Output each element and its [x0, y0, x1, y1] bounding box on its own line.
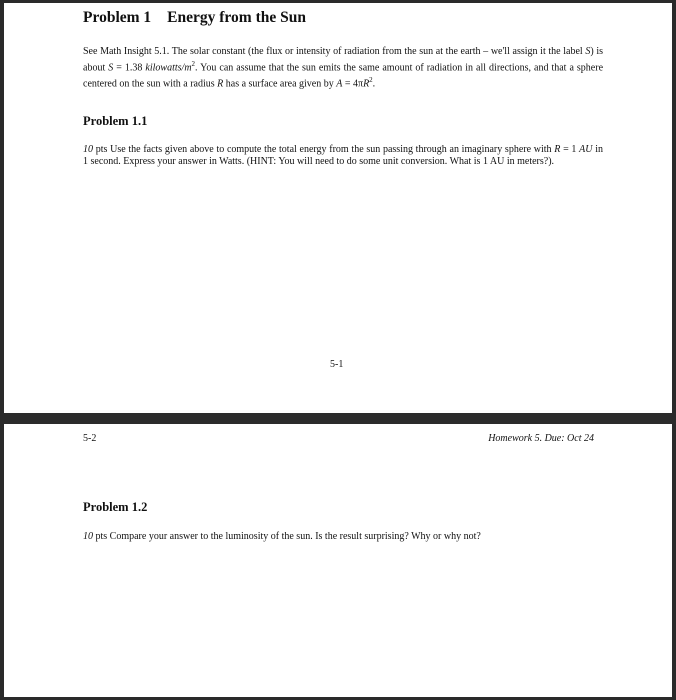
page-break-divider [0, 413, 676, 424]
question-text: = 1 [560, 144, 580, 155]
math-var-a: A [336, 78, 343, 90]
intro-text: See Math Insight 5.1. The solar constant (the flux or intensity of radiation from the sun at the earth – we'll assign it the label [83, 46, 586, 57]
question-paragraph [83, 531, 603, 543]
math-var-s: S [108, 62, 114, 74]
math-var-s: S [585, 46, 591, 57]
running-header-title: Homework 5. Due: Oct 24 [488, 433, 594, 444]
question-text: in 1 second. Express your answer in Watts. (HINT: You will need to do some unit conversion. What is 1 AU in meters?). [83, 144, 603, 167]
running-header-page-number: 5-2 [83, 433, 97, 444]
intro-text: . [372, 78, 376, 90]
intro-text: has a surface area given by [223, 78, 337, 90]
problem-number: Problem 1 [83, 9, 152, 26]
math-var-r: R [217, 78, 224, 90]
math-var-r: R [554, 144, 561, 155]
intro-text: = 1.38 [113, 62, 146, 74]
document-page-1 [4, 3, 672, 413]
subproblem-heading: Problem 1.2 [83, 500, 148, 514]
problem-title: Energy from the Sun [167, 9, 306, 26]
question-paragraph [83, 144, 603, 168]
page-number: 5-1 [330, 359, 344, 370]
intro-text: ) is about [83, 46, 603, 74]
math-var-r: R [363, 78, 370, 90]
document-page-2 [4, 424, 672, 697]
question-text: pts Compare your answer to the luminosity of the sun. Is the result surprising? Why or why not? [93, 531, 481, 542]
window-frame-right [672, 0, 676, 700]
intro-text: = 4π [342, 78, 364, 90]
points-value: 10 [83, 531, 93, 542]
points-value: 10 [83, 144, 93, 155]
problem-heading [83, 9, 306, 27]
intro-text: . You can assume that the sun emits the same amount of radiation in all directions, and that a sphere centered on the sun with a radius [83, 62, 604, 90]
math-unit: AU [579, 144, 593, 155]
subproblem-heading: Problem 1.1 [83, 114, 148, 128]
question-text: pts Use the facts given above to compute the total energy from the sun passing through an imaginary sphere with [93, 144, 555, 155]
intro-paragraph: See Math Insight 5.1. The solar constant (the flux or intensity of radiation from the sun at the earth – we'll assign it the label S) is about S = 1.38 kilowatts/$m^2$. You can assume that the sun emits the same amount of radiation in all directions, and that a sphere centered on the sun with a radius R has a surface area given by $A = 4\pi R^2$. [83, 46, 604, 90]
math-unit: kilowatts/m [145, 62, 192, 74]
